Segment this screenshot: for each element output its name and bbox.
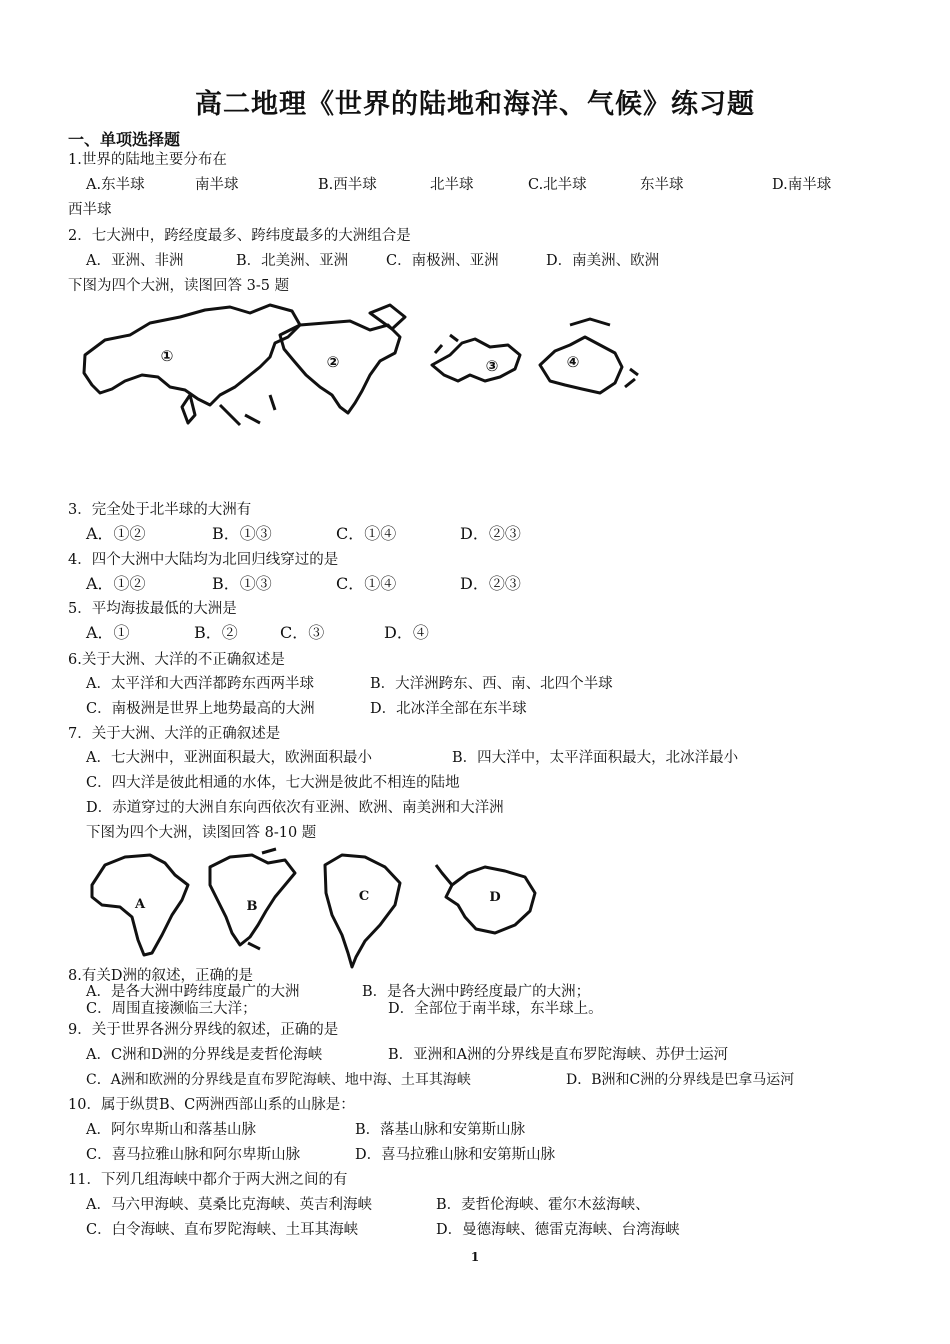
option-b: B．大洋洲跨东、西、南、北四个半球 [370,676,613,692]
option-b: B.西半球 [318,177,377,193]
option-c: C．①④ [336,574,397,593]
option-b: B．落基山脉和安第斯山脉 [355,1122,526,1138]
map-2-label-d: D [489,890,501,905]
option-d: D．喜马拉雅山脉和安第斯山脉 [355,1147,556,1163]
option-a: A．是各大洲中跨纬度最广的大洲 [86,984,300,1000]
option-d: D．②③ [460,574,521,593]
option-c: C．南极洲是世界上地势最高的大洲 [86,701,315,717]
option-b: B．麦哲伦海峡、霍尔木兹海峡、 [436,1197,650,1213]
option-c: C．喜马拉雅山脉和阿尔卑斯山脉 [86,1147,301,1163]
question-1-stem: 1.世界的陆地主要分布在 [68,152,227,168]
option-a: A．亚洲、非洲 [86,253,184,269]
continent-map-2 [80,845,560,970]
option-b: B．四大洋中，太平洋面积最大，北冰洋最小 [452,750,739,766]
option-a: A．①② [86,574,146,593]
question-6-stem: 6.关于大洲、大洋的不正确叙述是 [68,652,285,668]
map-intro-2: 下图为四个大洲，读图回答 8-10 题 [86,825,317,841]
option-c: C．白令海峡、直布罗陀海峡、土耳其海峡 [86,1222,359,1238]
continent-outline-c [325,855,400,967]
option-a-extra: 南半球 [195,177,239,193]
option-b: B．亚洲和A洲的分界线是直布罗陀海峡、苏伊士运河 [388,1047,729,1063]
map-2-label-b: B [246,899,258,914]
question-8-stem: 8.有关D洲的叙述，正确的是 [68,968,253,984]
option-d: D．赤道穿过的大洲自东向西依次有亚洲、欧洲、南美洲和大洋洲 [86,800,504,816]
option-c: C．A洲和欧洲的分界线是直布罗陀海峡、地中海、土耳其海峡 [86,1072,471,1088]
continent-outline-d-peninsula [436,865,452,885]
option-d: D．②③ [460,524,521,543]
map-2-label-c: C [358,889,370,904]
continent-outline-1-peninsula [182,395,195,423]
map-2-label-a: A [134,897,146,912]
option-d: D．曼德海峡、德雷克海峡、台湾海峡 [436,1222,680,1238]
option-a: A.东半球 [86,177,145,193]
map-1-label-2: ② [326,353,340,371]
continent-outline-3 [432,339,520,381]
map-1-label-1: ① [160,347,174,365]
option-d-extra: 西半球 [68,202,112,218]
continent-outline-1 [84,305,300,405]
page-number: 1 [470,1250,480,1264]
option-b: B．是各大洲中跨经度最广的大洲； [362,984,591,1000]
option-c: C．南极洲、亚洲 [386,253,499,269]
option-a: A．七大洲中，亚洲面积最大，欧洲面积最小 [86,750,372,766]
option-d: D．北冰洋全部在东半球 [370,701,527,717]
option-b: B．北美洲、亚洲 [236,253,349,269]
option-c: C．周围直接濒临三大洋； [86,1001,257,1017]
map-1-label-4: ④ [566,353,580,371]
continent-outline-2 [280,321,400,413]
continent-map-1 [70,295,670,455]
map-intro-1: 下图为四个大洲，读图回答 3-5 题 [68,278,290,294]
option-b: B．①③ [212,524,272,543]
map-1-label-3: ③ [485,357,499,375]
option-c: C．③ [280,623,325,642]
option-c: C.北半球 [528,177,587,193]
page-title: 高二地理《世界的陆地和海洋、气候》练习题 [195,89,755,120]
continent-outline-2-greenland [370,305,405,329]
option-a: A．①② [86,524,146,543]
option-a: A．阿尔卑斯山和落基山脉 [86,1122,256,1138]
option-a: A．C洲和D洲的分界线是麦哲伦海峡 [86,1047,323,1063]
continent-outline-4 [540,337,622,393]
question-11-stem: 11．下列几组海峡中都介于两大洲之间的有 [68,1172,348,1188]
continent-outline-4-islands [570,319,638,387]
question-4-stem: 4．四个大洲中大陆均为北回归线穿过的是 [68,552,339,568]
section-heading: 一、单项选择题 [68,130,181,149]
option-a: A．① [86,623,130,642]
option-d: D．南美洲、欧洲 [546,253,660,269]
question-9-stem: 9．关于世界各洲分界线的叙述，正确的是 [68,1022,339,1038]
question-2-stem: 2．七大洲中，跨经度最多、跨纬度最多的大洲组合是 [68,228,411,244]
option-c: C．四大洋是彼此相通的水体，七大洲是彼此不相连的陆地 [86,775,460,791]
option-d: D．全部位于南半球，东半球上。 [388,1001,603,1017]
continent-outline-1-islands [220,395,275,425]
option-a: A．太平洋和大西洋都跨东西两半球 [86,676,314,692]
option-b: B．①③ [212,574,272,593]
option-a: A．马六甲海峡、莫桑比克海峡、英吉利海峡 [86,1197,372,1213]
question-10-stem: 10．属于纵贯B、C两洲西部山系的山脉是： [68,1097,355,1113]
question-3-stem: 3．完全处于北半球的大洲有 [68,502,252,518]
question-5-stem: 5．平均海拔最低的大洲是 [68,601,237,617]
option-d: D．④ [384,623,429,642]
option-c: C．①④ [336,524,397,543]
option-b: B．② [194,623,238,642]
option-b-extra: 北半球 [430,177,474,193]
option-d: D．B洲和C洲的分界线是巴拿马运河 [566,1072,795,1088]
option-d: D.南半球 [772,177,832,193]
question-7-stem: 7．关于大洲、大洋的正确叙述是 [68,726,281,742]
option-c-extra: 东半球 [640,177,684,193]
